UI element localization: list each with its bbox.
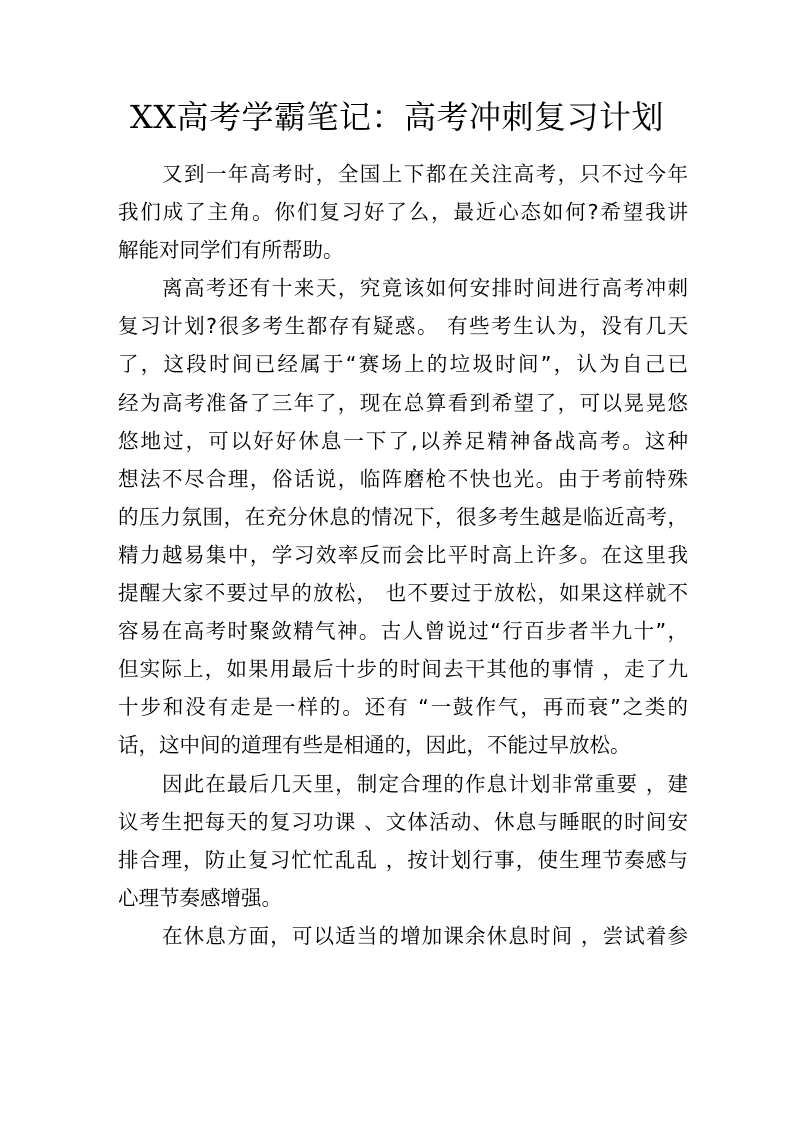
- paragraph-line: 十步和没有走是一样的。还有 “一鼓作气，再而衰”之类的: [118, 695, 688, 720]
- paragraph-line: 因此在最后几天里，制定合理的作息计划非常重要 ，建: [162, 771, 688, 796]
- paragraph-line: 在休息方面，可以适当的增加课余休息时间 ，尝试着参: [162, 923, 688, 948]
- page-title: XX高考学霸笔记：高考冲刺复习计划: [129, 98, 665, 136]
- paragraph-line: 排合理，防止复习忙忙乱乱 ，按计划行事，使生理节奏感与: [118, 847, 688, 872]
- paragraph-line: 但实际上，如果用最后十步的时间去干其他的事情 ，走了九: [118, 657, 688, 682]
- paragraph-line: 解能对同学们有所帮助。: [118, 238, 344, 263]
- paragraph-line: 想法不尽合理，俗话说，临阵磨枪不快也光。由于考前特殊: [118, 466, 688, 491]
- paragraph-line: 容易在高考时聚敛精气神。古人曾说过“行百步者半九十”，: [118, 619, 688, 644]
- paragraph-line: 离高考还有十来天，究竟该如何安排时间进行高考冲刺: [162, 276, 688, 301]
- paragraph-line: 又到一年高考时，全国上下都在关注高考，只不过今年: [162, 162, 688, 186]
- paragraph-line: 经为高考准备了三年了，现在总算看到希望了，可以晃晃悠: [118, 390, 688, 415]
- paragraph-line: 议考生把每天的复习功课 、文体活动、休息与睡眠的时间安: [118, 809, 688, 834]
- paragraph-4: [118, 917, 688, 955]
- paragraph-line: 悠地过，可以好好休息一下了,以养足精神备战高考。这种: [118, 428, 688, 453]
- paragraph-line: 的压力氛围，在充分休息的情况下，很多考生越是临近高考，: [118, 504, 688, 529]
- paragraph-3: [118, 765, 688, 917]
- paragraph-2: [118, 269, 688, 764]
- paragraph-1: [118, 155, 688, 269]
- paragraph-line: 心理节奏感增强。: [118, 885, 282, 910]
- paragraph-line: 话，这中间的道理有些是相通的，因此，不能过早放松。: [118, 733, 631, 758]
- paragraph-line: 了，这段时间已经属于“赛场上的垃圾时间”，认为自己已: [118, 352, 688, 377]
- paragraph-line: 复习计划?很多考生都存有疑惑。 有些考生认为，没有几天: [118, 314, 688, 339]
- document-body: [118, 155, 688, 955]
- paragraph-line: 我们成了主角。你们复习好了么，最近心态如何?希望我讲: [118, 200, 688, 225]
- paragraph-line: 精力越易集中，学习效率反而会比平时高上许多。在这里我: [118, 542, 688, 567]
- paragraph-line: 提醒大家不要过早的放松， 也不要过于放松，如果这样就不: [118, 581, 688, 606]
